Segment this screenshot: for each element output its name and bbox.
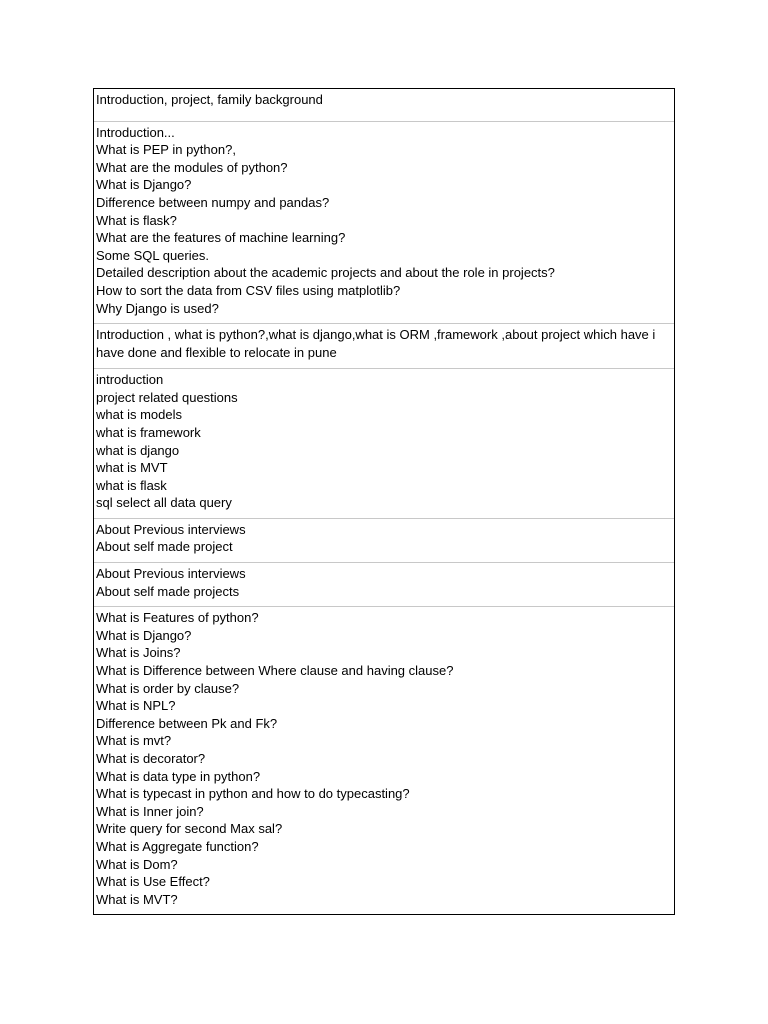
cell-text: what is MVT [96,460,168,476]
cell-text: Introduction , what is python?,what is django,what is ORM ,framework ,about project which have i have done and flexible to relocate in pune [96,327,656,361]
cell-text: What is typecast in python and how to do typecasting? [96,786,410,802]
cell-text: What is Dom? [96,856,178,872]
cell-text: What is MVT? [96,891,178,907]
table-row [94,323,674,368]
cell-text: Why Django is used? [96,300,219,316]
cell-text: Introduction, project, family background [96,92,323,107]
cell-text: What is flask? [96,212,177,228]
table-row [94,518,674,562]
cell-text: what is models [96,407,182,423]
cell-text: sql select all data query [96,495,232,511]
cell-text: introduction [96,372,164,388]
cell-text: How to sort the data from CSV files using matplotlib? [96,282,401,298]
cell-text: What is Use Effect? [96,874,210,890]
cell-text: About self made projects [96,583,240,599]
cell-text: What is PEP in python?, [96,142,236,158]
cell-text: Write query for second Max sal? [96,821,283,837]
cell-text: What is decorator? [96,751,206,766]
cell-text: What is order by clause? [96,680,240,696]
cell-text: What are the features of machine learning? [96,230,346,246]
cell-text: What is Features of python? [96,610,259,626]
cell-text: Detailed description about the academic projects and about the role in projects? [96,265,555,281]
cell-text: what is flask [96,477,167,493]
cell-text: what is framework [96,424,201,440]
cell-text: About self made project [96,539,233,555]
cell-text: Difference between Pk and Fk? [96,715,278,731]
cell-text: What is Inner join? [96,803,204,819]
cell-text: What are the modules of python? [96,159,288,175]
table-row [94,562,674,606]
cell-text: What is Django? [96,627,192,643]
cell-text: Introduction... [96,124,175,140]
cell-text: What is Django? [96,177,192,193]
cell-text: Difference between numpy and pandas? [96,194,330,210]
table-row [94,368,674,518]
cell-text: What is NPL? [96,698,176,714]
table-row [94,89,674,121]
cell-text: what is django [96,442,180,458]
cell-text: About Previous interviews [96,566,246,582]
cell-text: What is Difference between Where clause and having clause? [96,663,454,679]
cell-text: What is mvt? [96,733,172,749]
question-table [93,88,675,915]
cell-text: Some SQL queries. [96,247,209,263]
table-row [94,121,674,324]
cell-text: What is data type in python? [96,768,261,784]
cell-text: project related questions [96,389,238,405]
table-row [94,606,674,914]
cell-text: What is Aggregate function? [96,838,259,854]
cell-text: About Previous interviews [96,521,246,537]
cell-text: What is Joins? [96,645,181,661]
